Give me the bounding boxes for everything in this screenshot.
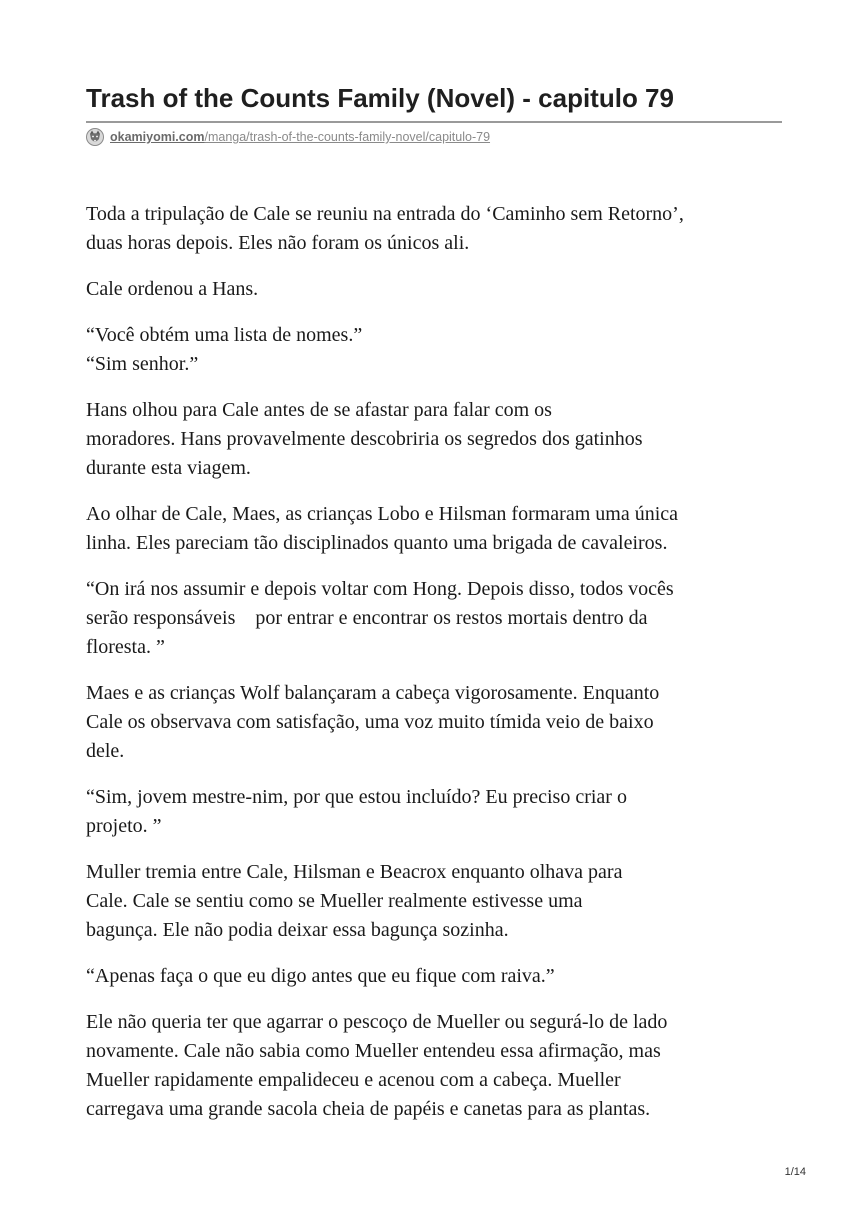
paragraph-line: Cale os observava com satisfação, uma voz muito tímida veio de baixo (86, 711, 654, 733)
paragraph-line: serão responsáveis por entrar e encontrar os restos mortais dentro da (86, 607, 648, 629)
wolf-logo-icon (86, 128, 104, 146)
paragraph-line: “Sim, jovem mestre-nim, por que estou incluído? Eu preciso criar o (86, 786, 627, 808)
paragraph (86, 500, 786, 558)
title-divider (86, 121, 782, 123)
source-domain[interactable]: okamiyomi.com (110, 130, 205, 144)
paragraph-line: projeto. ” (86, 815, 162, 837)
paragraph-line: “Sim senhor.” (86, 353, 199, 375)
paragraph-line: Mueller rapidamente empalideceu e acenou com a cabeça. Mueller (86, 1069, 621, 1091)
paragraph-line: floresta. ” (86, 636, 165, 658)
paragraph-line: Ele não queria ter que agarrar o pescoço de Mueller ou segurá-lo de lado (86, 1011, 668, 1033)
paragraph (86, 575, 786, 662)
paragraph-line: durante esta viagem. (86, 457, 251, 479)
paragraph-line: Ao olhar de Cale, Maes, as crianças Lobo e Hilsman formaram uma única (86, 503, 679, 525)
paragraph (86, 321, 786, 379)
paragraph-line: Cale. Cale se sentiu como se Mueller realmente estivesse uma (86, 890, 583, 912)
paragraph-line: carregava uma grande sacola cheia de papéis e canetas para as plantas. (86, 1098, 651, 1120)
paragraph-line: Muller tremia entre Cale, Hilsman e Beacrox enquanto olhava para (86, 861, 623, 883)
paragraph (86, 275, 786, 304)
paragraph-line: Toda a tripulação de Cale se reuniu na entrada do ‘Caminho sem Retorno’, (86, 203, 684, 225)
paragraph-line: “On irá nos assumir e depois voltar com Hong. Depois disso, todos vocês (86, 578, 674, 600)
paragraph-line: bagunça. Ele não podia deixar essa bagunça sozinha. (86, 919, 509, 941)
paragraph (86, 200, 786, 258)
paragraph (86, 1008, 786, 1124)
page-title: Trash of the Counts Family (Novel) - capitulo 79 (86, 83, 674, 113)
paragraph-line: Hans olhou para Cale antes de se afastar para falar com os (86, 399, 552, 421)
paragraph-line: Cale ordenou a Hans. (86, 278, 259, 300)
paragraph-line: “Apenas faça o que eu digo antes que eu fique com raiva.” (86, 965, 555, 987)
paragraph (86, 679, 786, 766)
paragraph (86, 783, 786, 841)
paragraph-line: duas horas depois. Eles não foram os únicos ali. (86, 232, 470, 254)
paragraph (86, 858, 786, 945)
paragraph-line: linha. Eles pareciam tão disciplinados quanto uma brigada de cavaleiros. (86, 532, 668, 554)
paragraph-line: dele. (86, 740, 125, 762)
source-path[interactable]: /manga/trash-of-the-counts-family-novel/capitulo-79 (204, 130, 491, 144)
paragraph (86, 396, 786, 483)
paragraph-line: “Você obtém uma lista de nomes.” (86, 324, 363, 346)
chapter-body (86, 200, 786, 1141)
paragraph-line: moradores. Hans provavelmente descobriria os segredos dos gatinhos (86, 428, 643, 450)
page-number: 1/14 (784, 1166, 806, 1178)
paragraph-line: novamente. Cale não sabia como Mueller entendeu essa afirmação, mas (86, 1040, 661, 1062)
paragraph-line: Maes e as crianças Wolf balançaram a cabeça vigorosamente. Enquanto (86, 682, 660, 704)
paragraph (86, 962, 786, 991)
source-link[interactable] (86, 128, 490, 146)
